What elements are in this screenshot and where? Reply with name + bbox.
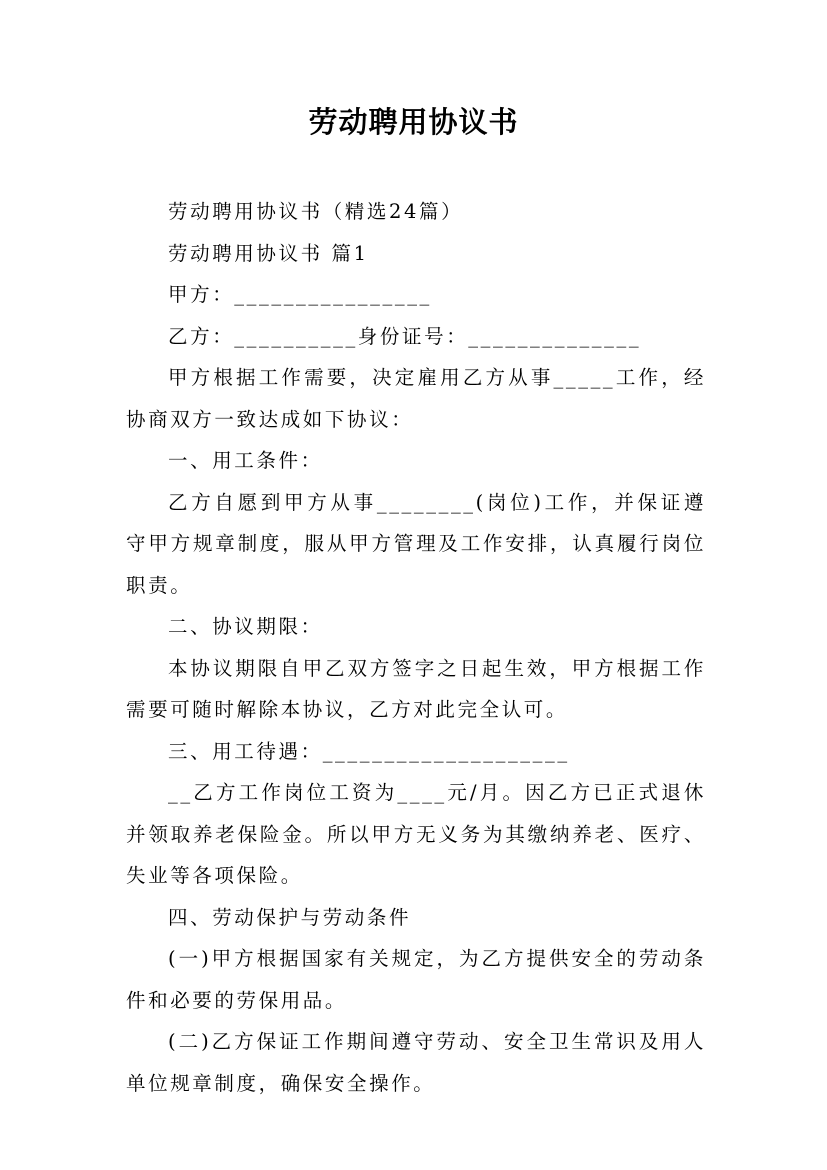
document-body	[126, 191, 706, 1104]
clause-body-1: 乙方自愿到甲方从事________(岗位)工作，并保证遵守甲方规章制度，服从甲方管理及工作安排，认真履行岗位职责。	[126, 490, 706, 597]
document-title: 劳动聘用协议书	[308, 105, 519, 139]
intro-paragraph: 甲方根据工作需要，决定雇用乙方从事_____工作，经协商双方一致达成如下协议：	[126, 366, 706, 431]
clause-heading-2: 二、协议期限：	[168, 615, 323, 638]
clause-body-3: __乙方工作岗位工资为____元/月。因乙方已正式退休并领取养老保险金。所以甲方无义务为其缴纳养老、医疗、失业等各项保险。	[126, 781, 706, 887]
clause-body-4-1: (一)甲方根据国家有关规定，为乙方提供安全的劳动条件和必要的劳保用品。	[126, 947, 706, 1012]
clause-body-4-2: (二)乙方保证工作期间遵守劳动、安全卫生常识及用人单位规章制度，确保安全操作。	[126, 1030, 706, 1095]
clause-body-2: 本协议期限自甲乙双方签字之日起生效，甲方根据工作需要可随时解除本协议，乙方对此完全认可。	[126, 656, 706, 721]
clause-heading-1: 一、用工条件：	[168, 449, 323, 472]
section-heading-paragraph: 劳动聘用协议书 篇1	[168, 241, 369, 265]
clause-heading-4: 四、劳动保护与劳动条件	[168, 905, 412, 929]
clause-heading-3: 三、用工待遇：____________________	[168, 739, 570, 763]
party-a-line: 甲方：________________	[168, 283, 432, 306]
party-b-line: 乙方：__________身份证号：______________	[168, 324, 642, 348]
subtitle-paragraph: 劳动聘用协议书（精选24篇）	[168, 200, 464, 223]
